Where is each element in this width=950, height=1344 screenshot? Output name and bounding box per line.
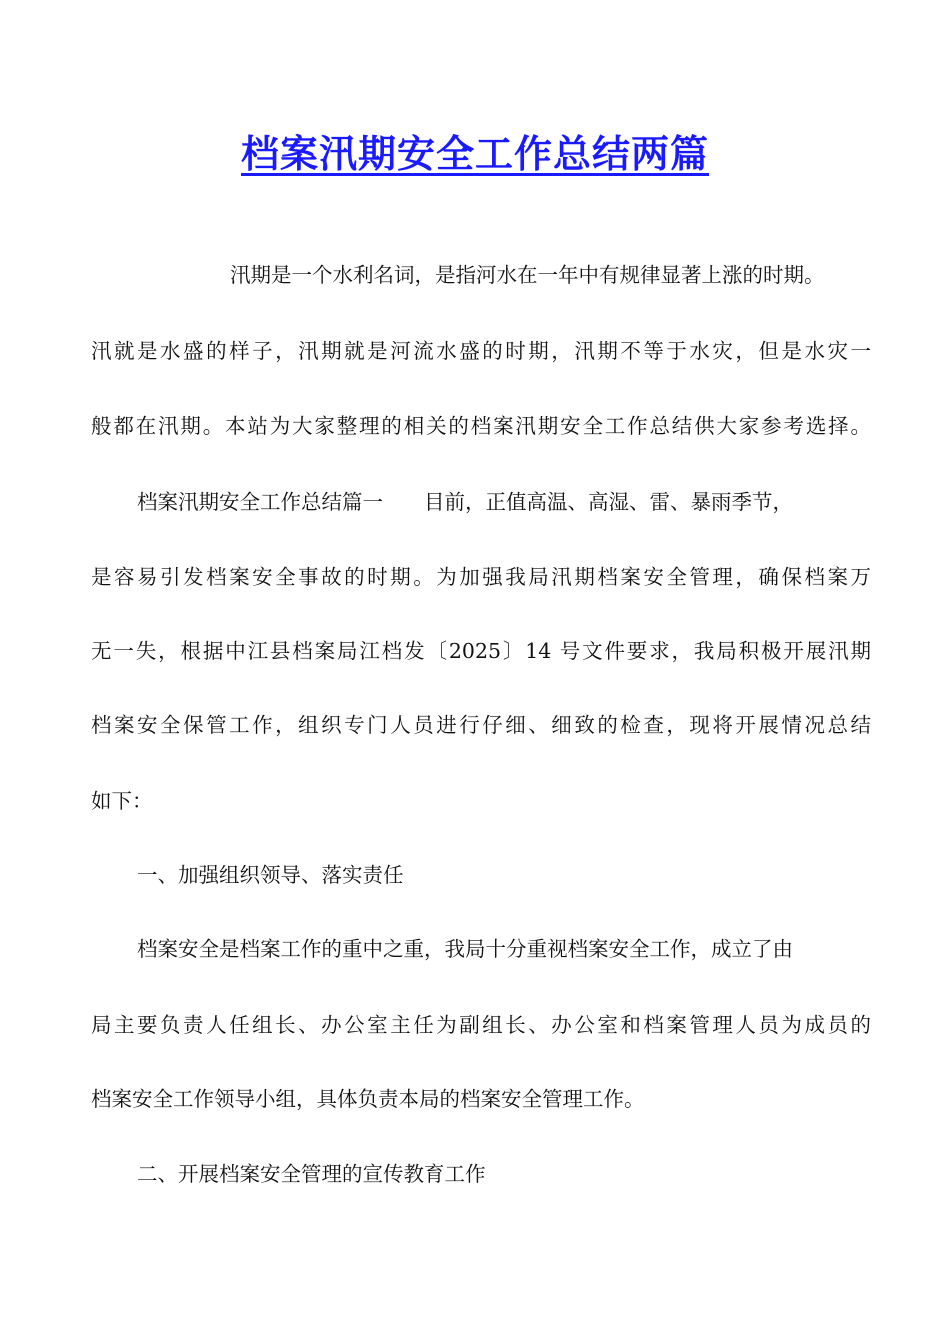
paragraph-line: 如下： <box>91 789 153 813</box>
paragraph-line: 汛就是水盛的样子，汛期就是河流水盛的时期，汛期不等于水灾，但是水灾一 <box>91 339 871 363</box>
paragraph-line: 档案安全工作领导小组，具体负责本局的档案安全管理工作。 <box>91 1087 645 1111</box>
paragraph-line: 汛期是一个水利名词，是指河水在一年中有规律显著上涨的时期。 <box>230 263 825 287</box>
section-heading: 一、加强组织领导、落实责任 <box>137 863 404 887</box>
paragraph-line: 档案安全保管工作，组织专门人员进行仔细、细致的检查，现将开展情况总结 <box>91 713 871 737</box>
paragraph-line: 是容易引发档案安全事故的时期。为加强我局汛期档案安全管理，确保档案万 <box>91 565 871 589</box>
paragraph-line: 局主要负责人任组长、办公室主任为副组长、办公室和档案管理人员为成员的 <box>91 1013 871 1037</box>
document-title[interactable]: 档案汛期安全工作总结两篇 <box>240 131 709 176</box>
paragraph-line: 无一失，根据中江县档案局江档发〔2025〕14 号文件要求，我局积极开展汛期 <box>91 639 871 663</box>
paragraph-line: 档案汛期安全工作总结篇一 目前，正值高温、高湿、雷、暴雨季节， <box>137 490 793 514</box>
section-heading: 二、开展档案安全管理的宣传教育工作 <box>137 1162 486 1186</box>
paragraph-line: 般都在汛期。本站为大家整理的相关的档案汛期安全工作总结供大家参考选择。 <box>91 414 871 438</box>
paragraph-line: 档案安全是档案工作的重中之重，我局十分重视档案安全工作，成立了由 <box>137 937 793 961</box>
